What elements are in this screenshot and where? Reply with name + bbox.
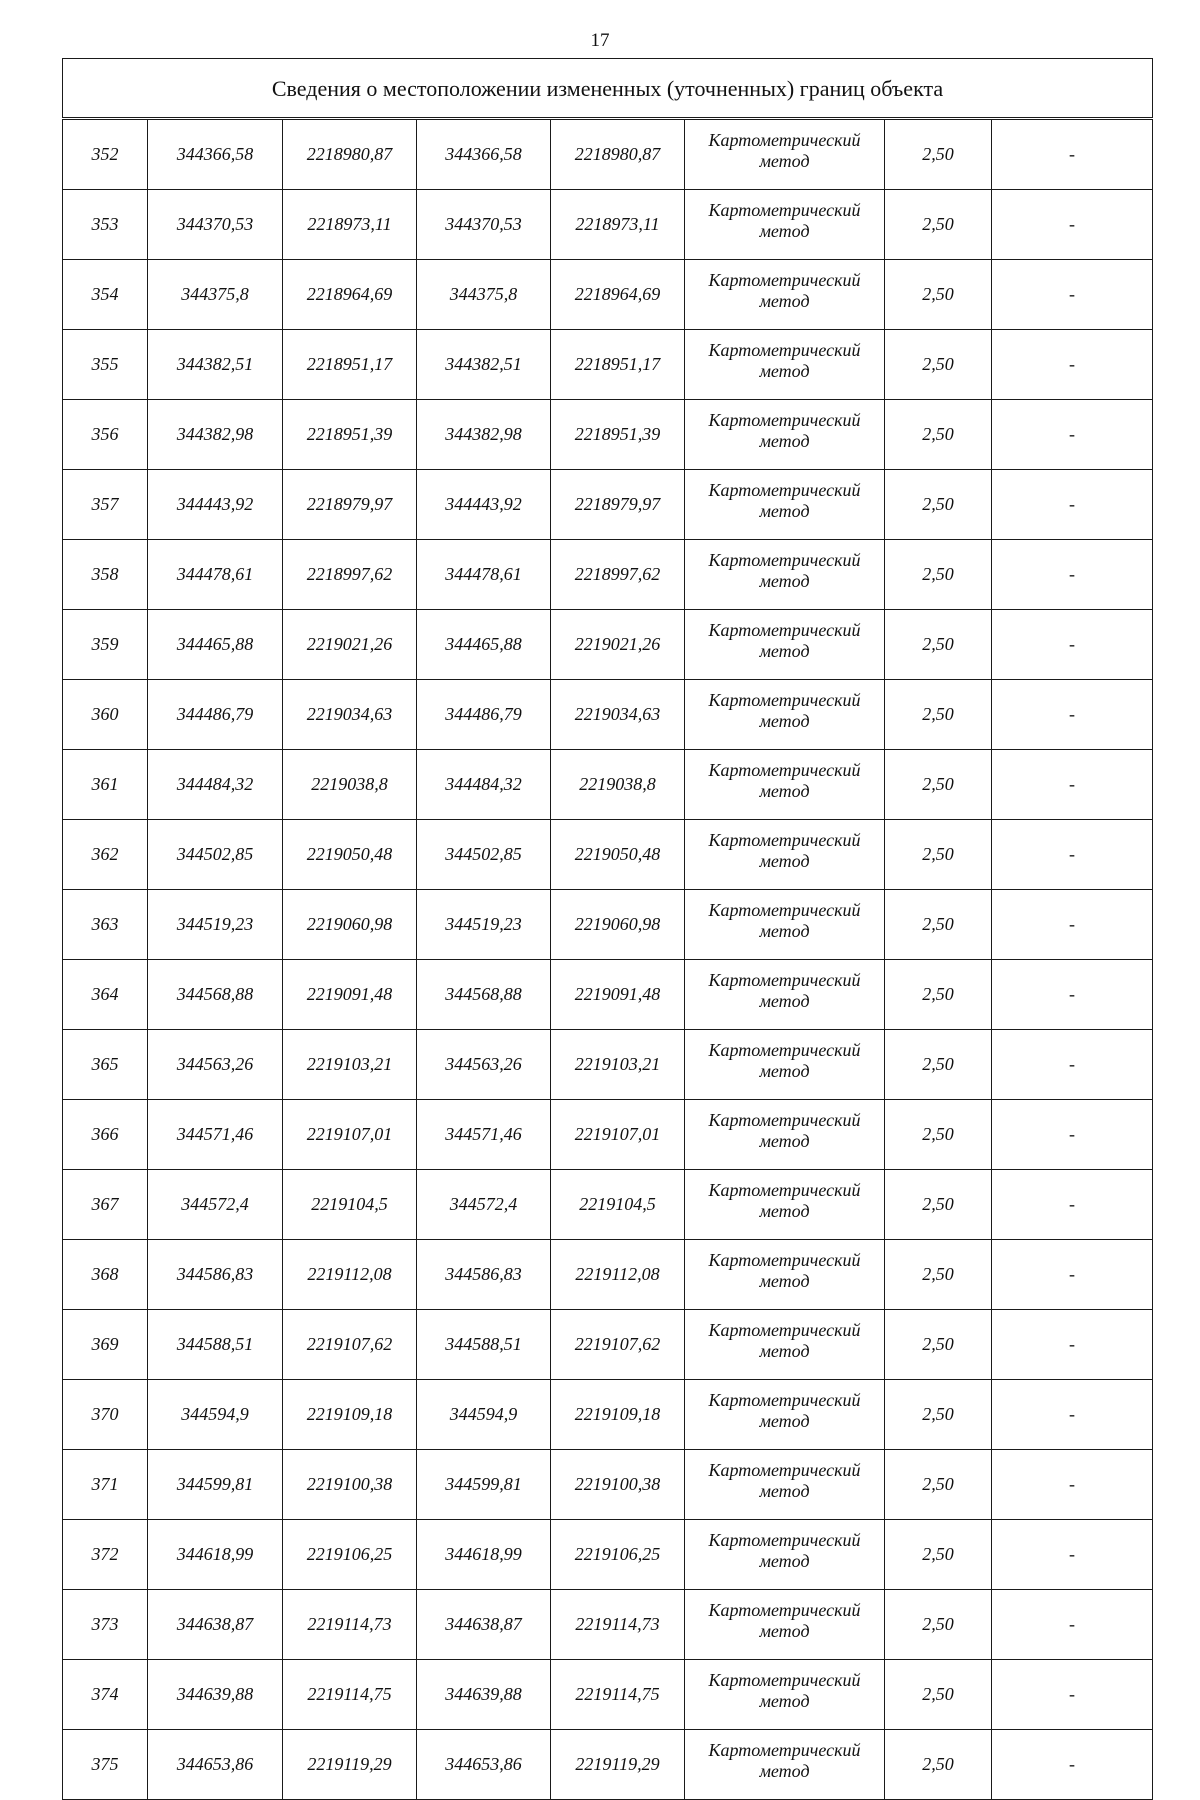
existing-y-cell: 2219114,75 [283,1660,417,1730]
method-cell: Картометрический метод [685,540,885,610]
accuracy-cell: 2,50 [885,680,992,750]
existing-x-cell: 344568,88 [148,960,283,1030]
table-row [63,260,1153,330]
new-x-cell: 344638,87 [417,1590,551,1660]
table-row [63,1100,1153,1170]
note-cell: - [992,1660,1153,1730]
new-y-cell: 2218964,69 [551,260,685,330]
existing-y-cell: 2218951,39 [283,400,417,470]
note-cell: - [992,1170,1153,1240]
point-number-cell: 360 [63,680,148,750]
new-x-cell: 344563,26 [417,1030,551,1100]
note-cell: - [992,1030,1153,1100]
point-number-cell: 368 [63,1240,148,1310]
point-number-cell: 374 [63,1660,148,1730]
accuracy-cell: 2,50 [885,960,992,1030]
accuracy-cell: 2,50 [885,1030,992,1100]
existing-y-cell: 2218973,11 [283,190,417,260]
note-cell: - [992,1590,1153,1660]
table-row [63,1170,1153,1240]
accuracy-cell: 2,50 [885,1170,992,1240]
method-cell: Картометрический метод [685,1030,885,1100]
point-number-cell: 359 [63,610,148,680]
new-x-cell: 344465,88 [417,610,551,680]
method-cell: Картометрический метод [685,260,885,330]
point-number-cell: 355 [63,330,148,400]
method-cell: Картометрический метод [685,1100,885,1170]
accuracy-cell: 2,50 [885,190,992,260]
new-x-cell: 344478,61 [417,540,551,610]
new-x-cell: 344382,98 [417,400,551,470]
new-x-cell: 344370,53 [417,190,551,260]
new-y-cell: 2219114,73 [551,1590,685,1660]
existing-y-cell: 2219038,8 [283,750,417,820]
new-y-cell: 2219109,18 [551,1380,685,1450]
point-number-cell: 372 [63,1520,148,1590]
new-y-cell: 2219112,08 [551,1240,685,1310]
table-row [63,1520,1153,1590]
existing-x-cell: 344502,85 [148,820,283,890]
accuracy-cell: 2,50 [885,750,992,820]
new-x-cell: 344443,92 [417,470,551,540]
table-row [63,470,1153,540]
method-cell: Картометрический метод [685,1380,885,1450]
new-x-cell: 344519,23 [417,890,551,960]
existing-x-cell: 344572,4 [148,1170,283,1240]
table-row [63,400,1153,470]
existing-x-cell: 344519,23 [148,890,283,960]
new-y-cell: 2218973,11 [551,190,685,260]
note-cell: - [992,1310,1153,1380]
point-number-cell: 362 [63,820,148,890]
new-y-cell: 2219091,48 [551,960,685,1030]
point-number-cell: 370 [63,1380,148,1450]
existing-x-cell: 344478,61 [148,540,283,610]
note-cell: - [992,750,1153,820]
note-cell: - [992,610,1153,680]
existing-y-cell: 2219107,01 [283,1100,417,1170]
method-cell: Картометрический метод [685,1660,885,1730]
accuracy-cell: 2,50 [885,1310,992,1380]
method-cell: Картометрический метод [685,750,885,820]
existing-x-cell: 344484,32 [148,750,283,820]
table-row [63,890,1153,960]
accuracy-cell: 2,50 [885,330,992,400]
new-y-cell: 2218979,97 [551,470,685,540]
existing-x-cell: 344443,92 [148,470,283,540]
new-x-cell: 344571,46 [417,1100,551,1170]
existing-x-cell: 344638,87 [148,1590,283,1660]
note-cell: - [992,330,1153,400]
table-row [63,610,1153,680]
existing-x-cell: 344366,58 [148,119,283,190]
new-x-cell: 344366,58 [417,119,551,190]
new-x-cell: 344572,4 [417,1170,551,1240]
existing-y-cell: 2218980,87 [283,119,417,190]
new-y-cell: 2219060,98 [551,890,685,960]
point-number-cell: 354 [63,260,148,330]
accuracy-cell: 2,50 [885,610,992,680]
method-cell: Картометрический метод [685,820,885,890]
point-number-cell: 375 [63,1730,148,1800]
new-x-cell: 344586,83 [417,1240,551,1310]
method-cell: Картометрический метод [685,610,885,680]
new-x-cell: 344568,88 [417,960,551,1030]
new-y-cell: 2219038,8 [551,750,685,820]
new-y-cell: 2219107,62 [551,1310,685,1380]
existing-x-cell: 344486,79 [148,680,283,750]
existing-y-cell: 2219091,48 [283,960,417,1030]
point-number-cell: 373 [63,1590,148,1660]
new-y-cell: 2219119,29 [551,1730,685,1800]
point-number-cell: 365 [63,1030,148,1100]
note-cell: - [992,1240,1153,1310]
existing-y-cell: 2219050,48 [283,820,417,890]
table-row [63,960,1153,1030]
method-cell: Картометрический метод [685,960,885,1030]
method-cell: Картометрический метод [685,330,885,400]
table-body [63,59,1153,1800]
note-cell: - [992,400,1153,470]
existing-y-cell: 2218997,62 [283,540,417,610]
new-y-cell: 2219104,5 [551,1170,685,1240]
accuracy-cell: 2,50 [885,400,992,470]
new-y-cell: 2219100,38 [551,1450,685,1520]
existing-y-cell: 2219104,5 [283,1170,417,1240]
point-number-cell: 353 [63,190,148,260]
note-cell: - [992,1380,1153,1450]
accuracy-cell: 2,50 [885,1660,992,1730]
note-cell: - [992,119,1153,190]
existing-y-cell: 2219060,98 [283,890,417,960]
point-number-cell: 352 [63,119,148,190]
note-cell: - [992,260,1153,330]
table-row [63,330,1153,400]
new-x-cell: 344502,85 [417,820,551,890]
method-cell: Картометрический метод [685,400,885,470]
table-row [63,119,1153,190]
table-row [63,1450,1153,1520]
new-y-cell: 2219021,26 [551,610,685,680]
new-y-cell: 2218997,62 [551,540,685,610]
new-y-cell: 2219107,01 [551,1100,685,1170]
existing-x-cell: 344588,51 [148,1310,283,1380]
table-row [63,820,1153,890]
note-cell: - [992,680,1153,750]
method-cell: Картометрический метод [685,470,885,540]
accuracy-cell: 2,50 [885,470,992,540]
note-cell: - [992,820,1153,890]
existing-x-cell: 344639,88 [148,1660,283,1730]
table-row [63,1310,1153,1380]
note-cell: - [992,1100,1153,1170]
existing-y-cell: 2218951,17 [283,330,417,400]
note-cell: - [992,470,1153,540]
point-number-cell: 369 [63,1310,148,1380]
new-y-cell: 2219034,63 [551,680,685,750]
new-x-cell: 344484,32 [417,750,551,820]
table-title: Сведения о местоположении измененных (уточненных) границ объекта [63,59,1153,119]
point-number-cell: 361 [63,750,148,820]
existing-y-cell: 2219107,62 [283,1310,417,1380]
new-x-cell: 344382,51 [417,330,551,400]
existing-y-cell: 2219103,21 [283,1030,417,1100]
existing-x-cell: 344370,53 [148,190,283,260]
new-y-cell: 2219050,48 [551,820,685,890]
table-row [63,750,1153,820]
existing-y-cell: 2219100,38 [283,1450,417,1520]
existing-y-cell: 2219112,08 [283,1240,417,1310]
new-x-cell: 344486,79 [417,680,551,750]
method-cell: Картометрический метод [685,1170,885,1240]
existing-y-cell: 2219109,18 [283,1380,417,1450]
new-y-cell: 2218951,39 [551,400,685,470]
new-y-cell: 2218980,87 [551,119,685,190]
method-cell: Картометрический метод [685,680,885,750]
new-x-cell: 344594,9 [417,1380,551,1450]
point-number-cell: 366 [63,1100,148,1170]
point-number-cell: 357 [63,470,148,540]
point-number-cell: 356 [63,400,148,470]
table-row [63,1240,1153,1310]
note-cell: - [992,960,1153,1030]
table-row [63,1660,1153,1730]
accuracy-cell: 2,50 [885,1730,992,1800]
point-number-cell: 367 [63,1170,148,1240]
existing-x-cell: 344594,9 [148,1380,283,1450]
new-y-cell: 2219106,25 [551,1520,685,1590]
new-x-cell: 344375,8 [417,260,551,330]
point-number-cell: 363 [63,890,148,960]
existing-y-cell: 2219034,63 [283,680,417,750]
table-row [63,1030,1153,1100]
point-number-cell: 364 [63,960,148,1030]
new-x-cell: 344618,99 [417,1520,551,1590]
accuracy-cell: 2,50 [885,260,992,330]
existing-y-cell: 2219021,26 [283,610,417,680]
existing-x-cell: 344618,99 [148,1520,283,1590]
page-number: 17 [590,30,610,51]
method-cell: Картометрический метод [685,1520,885,1590]
table-row [63,1730,1153,1800]
point-number-cell: 371 [63,1450,148,1520]
new-y-cell: 2218951,17 [551,330,685,400]
table-row [63,190,1153,260]
table-row [63,680,1153,750]
existing-y-cell: 2219119,29 [283,1730,417,1800]
method-cell: Картометрический метод [685,1590,885,1660]
note-cell: - [992,890,1153,960]
note-cell: - [992,1520,1153,1590]
existing-x-cell: 344382,98 [148,400,283,470]
accuracy-cell: 2,50 [885,119,992,190]
new-x-cell: 344653,86 [417,1730,551,1800]
note-cell: - [992,1450,1153,1520]
point-number-cell: 358 [63,540,148,610]
existing-y-cell: 2219106,25 [283,1520,417,1590]
accuracy-cell: 2,50 [885,1520,992,1590]
boundary-coordinates-table [62,58,1153,1800]
note-cell: - [992,190,1153,260]
note-cell: - [992,1730,1153,1800]
method-cell: Картометрический метод [685,1310,885,1380]
new-x-cell: 344599,81 [417,1450,551,1520]
existing-x-cell: 344465,88 [148,610,283,680]
note-cell: - [992,540,1153,610]
table-row [63,1590,1153,1660]
new-y-cell: 2219114,75 [551,1660,685,1730]
new-x-cell: 344639,88 [417,1660,551,1730]
existing-x-cell: 344563,26 [148,1030,283,1100]
existing-y-cell: 2218964,69 [283,260,417,330]
accuracy-cell: 2,50 [885,540,992,610]
existing-x-cell: 344571,46 [148,1100,283,1170]
accuracy-cell: 2,50 [885,820,992,890]
method-cell: Картометрический метод [685,1450,885,1520]
table-title-row [63,59,1153,119]
table-row [63,540,1153,610]
existing-x-cell: 344653,86 [148,1730,283,1800]
existing-x-cell: 344375,8 [148,260,283,330]
method-cell: Картометрический метод [685,119,885,190]
accuracy-cell: 2,50 [885,1240,992,1310]
method-cell: Картометрический метод [685,190,885,260]
existing-y-cell: 2218979,97 [283,470,417,540]
accuracy-cell: 2,50 [885,1100,992,1170]
accuracy-cell: 2,50 [885,890,992,960]
new-y-cell: 2219103,21 [551,1030,685,1100]
method-cell: Картометрический метод [685,890,885,960]
existing-x-cell: 344586,83 [148,1240,283,1310]
existing-x-cell: 344382,51 [148,330,283,400]
new-x-cell: 344588,51 [417,1310,551,1380]
existing-y-cell: 2219114,73 [283,1590,417,1660]
accuracy-cell: 2,50 [885,1380,992,1450]
accuracy-cell: 2,50 [885,1590,992,1660]
existing-x-cell: 344599,81 [148,1450,283,1520]
accuracy-cell: 2,50 [885,1450,992,1520]
method-cell: Картометрический метод [685,1730,885,1800]
table-row [63,1380,1153,1450]
method-cell: Картометрический метод [685,1240,885,1310]
